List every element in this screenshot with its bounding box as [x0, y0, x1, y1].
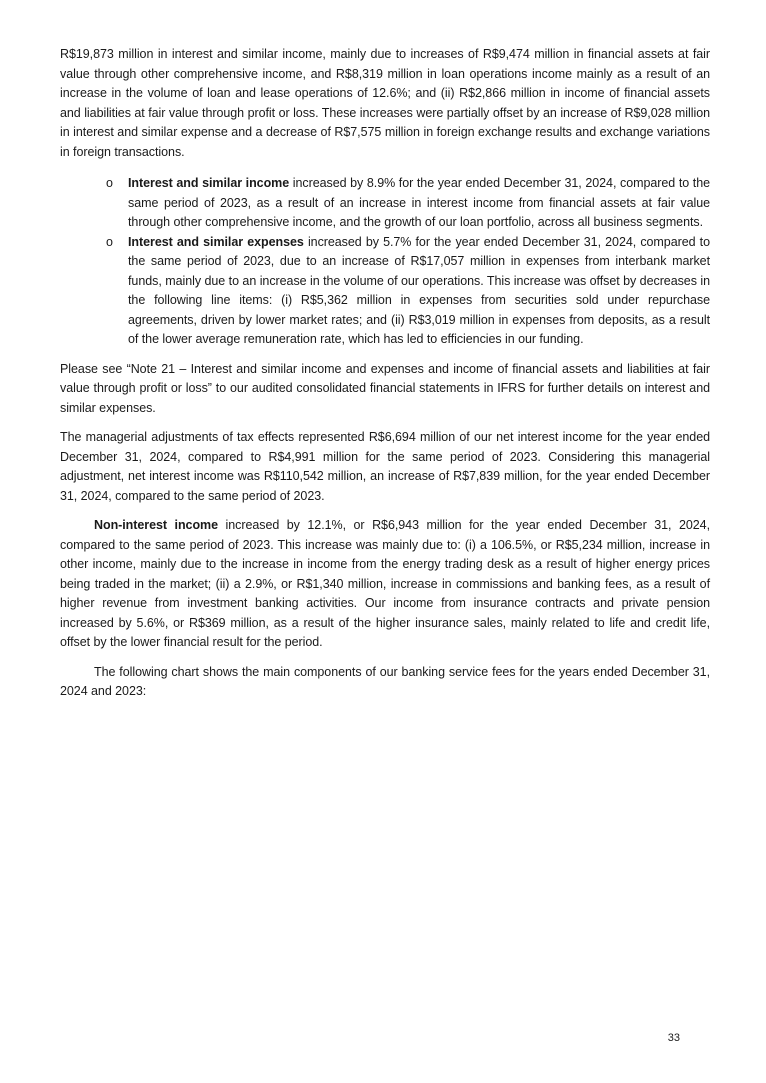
- bullet-text: [128, 233, 710, 350]
- paragraph-title: Non-interest income: [94, 518, 218, 532]
- document-body: [60, 45, 710, 702]
- bullet-title: Interest and similar income: [128, 176, 290, 190]
- page-number: 33: [667, 1032, 680, 1044]
- paragraph-note-reference: Please see “Note 21 – Interest and similar income and expenses and income of financial assets and liabilities at fair value through profit or loss” to our audited consolidated financial statements in IFRS for further details on interest and similar expenses.: [60, 361, 710, 415]
- paragraph-body: increased by 12.1%, or R$6,943 million for the year ended December 31, 2024, compared to the same period of 2023. This increase was mainly due to: (i) a 106.5%, or R$5,234 million, increase in other income, mainly due to the increase in income from the energy trading desk as a result of higher energy prices being traded in the market; (ii) a 2.9%, or R$1,340 million, increase in commissions and banking fees, as a result of higher revenue from investment banking activities. Our income from insurance contracts and private pension increased by 5.6%, or R$369 million, as a result of the higher insurance sales, mainly related to life and credit life, offset by the lower financial result for the period.: [60, 518, 710, 649]
- bullet-marker: o: [106, 234, 113, 249]
- bullet-body: increased by 5.7% for the year ended December 31, 2024, compared to the same period of 2023, due to an increase of R$17,057 million in expenses from interbank market funds, mainly due to an increase in the volume of our operations. This increase was offset by decreases in the following line items: (i) R$5,362 million in expenses from securities sold under repurchase agreements, driven by lower market rates; and (ii) R$3,019 million in expenses from deposits, as a result of the lower average remuneration rate, which has led to efficiencies in our funding.: [128, 234, 710, 346]
- bullet-marker: o: [106, 176, 113, 190]
- list-item: [60, 233, 710, 350]
- paragraph-chart-intro: The following chart shows the main components of our banking service fees for the years ended December 31, 2024 and 2023:: [60, 664, 710, 698]
- paragraph-managerial-adjustments: The managerial adjustments of tax effects represented R$6,694 million of our net interest income for the year ended December 31, 2024, compared to R$4,991 million for the same period of 2023. Considering this managerial adjustment, net interest income was R$110,542 million, an increase of R$7,839 million, for the year ended December 31, 2024, compared to the same period of 2023.: [60, 430, 710, 503]
- bullet-text: [128, 174, 710, 233]
- paragraph-non-interest-income: [60, 516, 710, 653]
- list-item: [60, 174, 710, 233]
- bullet-body: increased by 8.9% for the year ended December 31, 2024, compared to the same period of 2023, as a result of an increase in interest income from financial assets at fair value through other comprehensive income, and the growth of our loan portfolio, across all business segments.: [128, 176, 711, 229]
- bullet-list: [60, 174, 710, 350]
- bullet-title: Interest and similar expenses: [128, 234, 304, 249]
- paragraph-interest-income-summary: R$19,873 million in interest and similar income, mainly due to increases of R$9,474 million in financial assets at fair value through other comprehensive income, and R$8,319 million in loan operations income mainly as a result of an increase in the volume of loan and lease operations of 12.6%; and (ii) R$2,866 million in income of financial assets and liabilities at fair value through profit or loss. These increases were partially offset by an increase of R$9,028 million in interest and similar expense and a decrease of R$7,575 million in foreign exchange results and exchange variations in foreign transactions.: [60, 47, 710, 159]
